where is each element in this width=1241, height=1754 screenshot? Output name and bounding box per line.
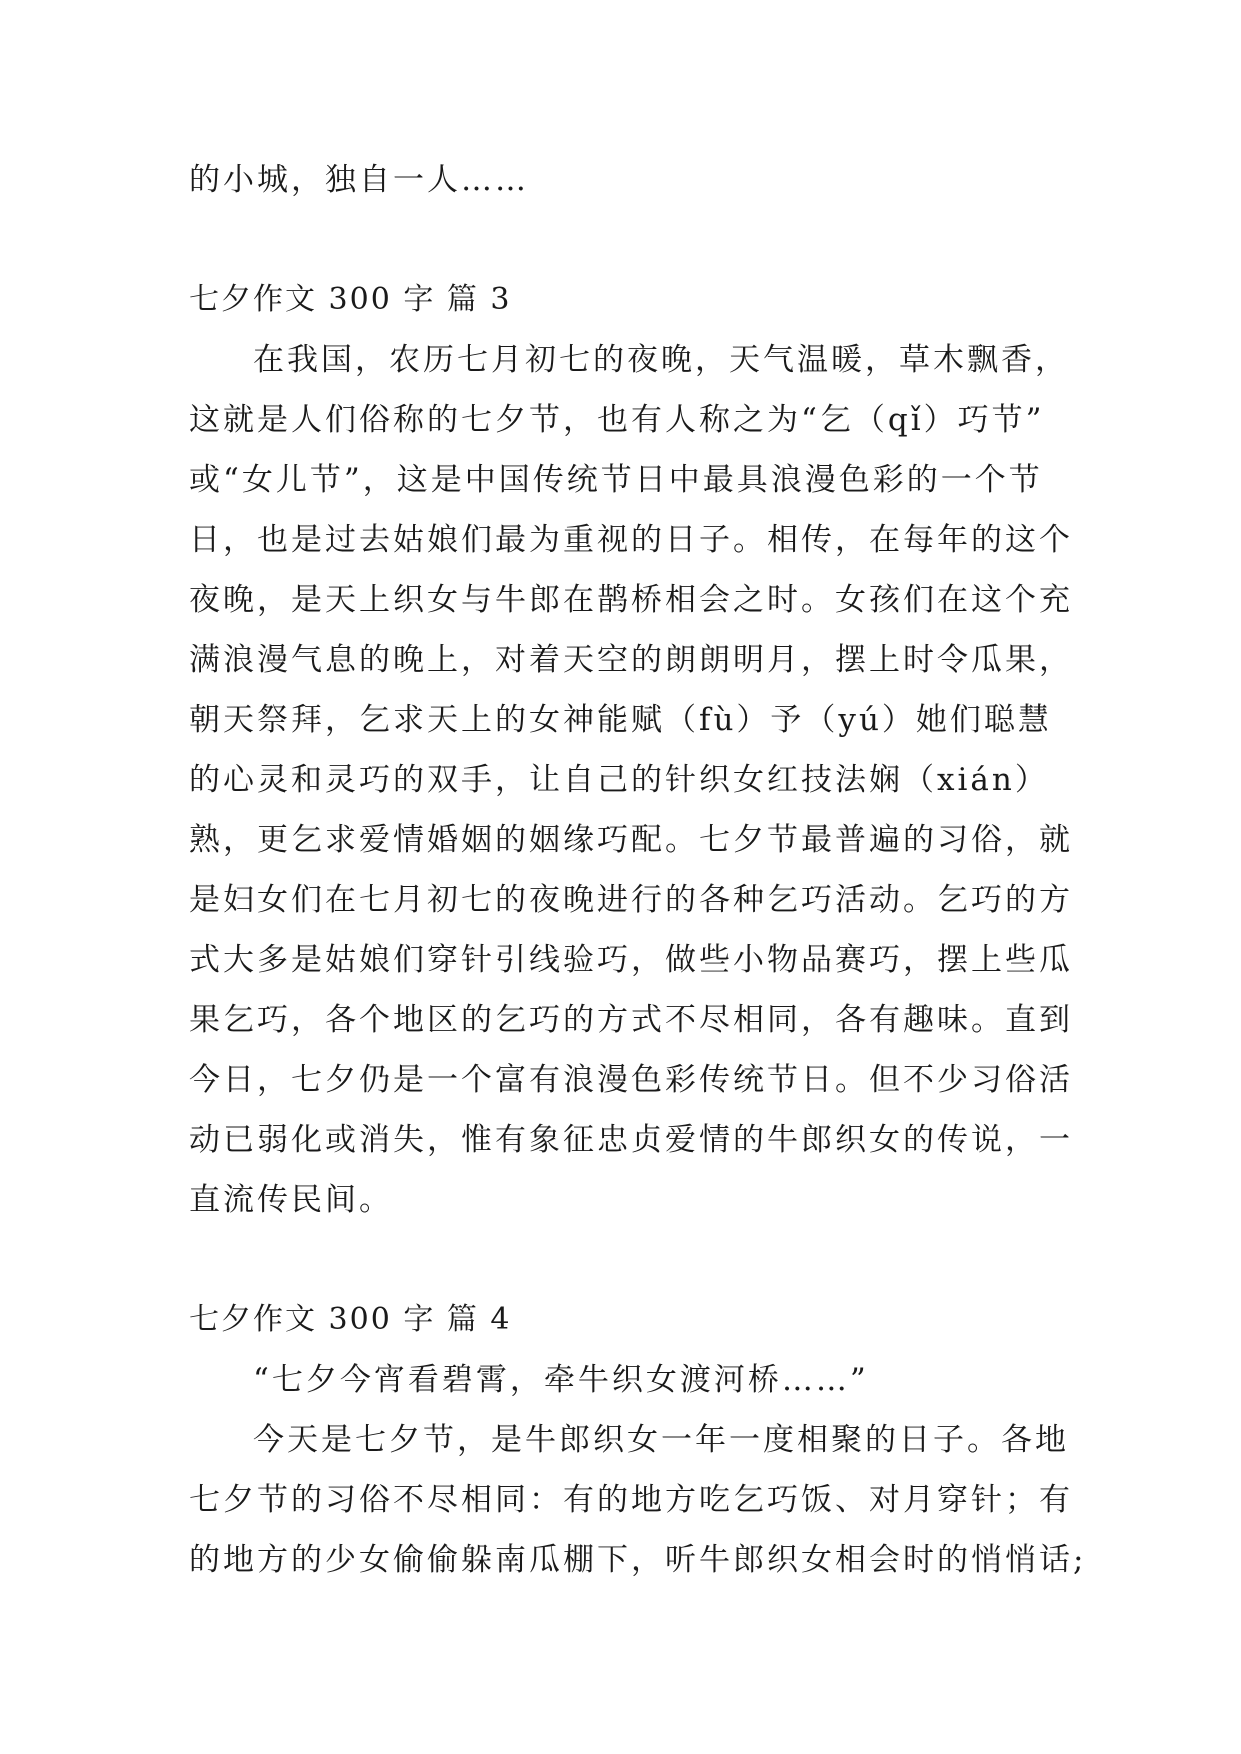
text-line: 今日，七夕仍是一个富有浪漫色彩传统节日。但不少习俗活 [189,1062,1073,1098]
text-line: 果乞巧，各个地区的乞巧的方式不尽相同，各有趣味。直到 [189,1002,1073,1038]
quote-line: “七夕今宵看碧霄，牵牛织女渡河桥……” [253,1362,869,1398]
section-spacer [189,1230,1055,1290]
text-line: 今天是七夕节，是牛郎织女一年一度相聚的日子。各地 [253,1422,1069,1458]
text-line: 直流传民间。 [189,1182,393,1218]
section-4-heading: 七夕作文 300 字 篇 4 [189,1302,512,1337]
text-line: 朝天祭拜，乞求天上的女神能赋（fù）予（yú）她们聪慧 [189,702,1052,738]
text-line: 的心灵和灵巧的双手，让自己的针织女红技法娴（xián） [189,762,1049,798]
text-line: 日，也是过去姑娘们最为重视的日子。相传，在每年的这个 [189,522,1073,558]
text-line: 在我国，农历七月初七的夜晚，天气温暖，草木飘香， [253,342,1069,378]
text-line: 夜晚，是天上织女与牛郎在鹊桥相会之时。女孩们在这个充 [189,582,1073,618]
section-3-heading: 七夕作文 300 字 篇 3 [189,282,512,317]
text-line: 七夕节的习俗不尽相同：有的地方吃乞巧饭、对月穿针；有 [189,1482,1073,1518]
document-body [189,150,1087,1590]
text-line: 熟，更乞求爱情婚姻的姻缘巧配。七夕节最普遍的习俗，就 [189,822,1073,858]
text-line: 式大多是姑娘们穿针引线验巧，做些小物品赛巧，摆上些瓜 [189,942,1073,978]
text-line: 动已弱化或消失，惟有象征忠贞爱情的牛郎织女的传说，一 [189,1122,1073,1158]
text-line: 是妇女们在七月初七的夜晚进行的各种乞巧活动。乞巧的方 [189,882,1073,918]
section-spacer [189,210,1055,270]
paragraph-continuation: 的小城，独自一人…… [189,162,529,198]
text-line: 或“女儿节”，这是中国传统节日中最具浪漫色彩的一个节 [189,462,1043,498]
text-line: 的地方的少女偷偷躲南瓜棚下，听牛郎织女相会时的悄悄话; [189,1542,1087,1578]
section-4-paragraph [189,1350,1087,1590]
text-line: 这就是人们俗称的七夕节，也有人称之为“乞（qǐ）巧节” [189,402,1045,438]
section-3-paragraph [189,330,1073,1230]
text-line: 满浪漫气息的晚上，对着天空的朗朗明月，摆上时令瓜果， [189,642,1073,678]
